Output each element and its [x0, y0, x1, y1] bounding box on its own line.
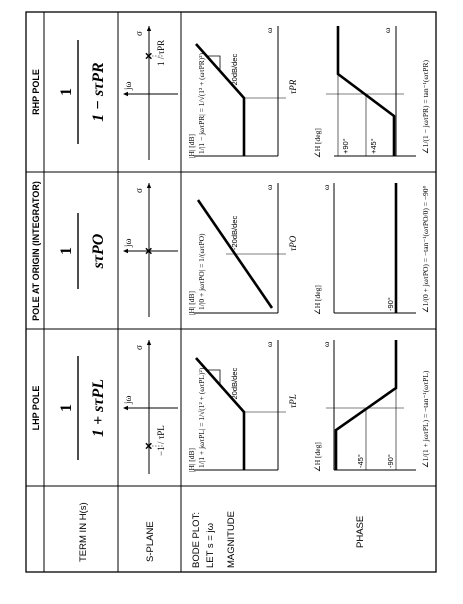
phase-tick-minus90: -90° [386, 297, 395, 311]
corner-tau-label: τPL [288, 394, 298, 408]
magnitude-plot-origin [187, 183, 298, 315]
omega-label: ω [265, 27, 274, 33]
mag-slope-label: -20dB/dec [230, 215, 239, 250]
mag-axis-label: |H| [dB] [187, 133, 196, 158]
pole-location-label: 1 / τPR [156, 39, 166, 66]
jw-arrow-icon [123, 249, 128, 253]
mag-expression: 1/|1 + jωτPL| = 1/√(1² + (ωτPL)²) [197, 367, 206, 468]
mag-slope-label: -20dB/dec [230, 53, 239, 88]
splane-origin [123, 183, 178, 317]
omega-label: ω [265, 184, 274, 190]
magnitude-plot-lhp [187, 340, 298, 472]
term-rhp-numerator: 1 [58, 88, 75, 96]
jw-label: jω [123, 395, 133, 404]
mag-slope-label: -20dB/dec [230, 367, 239, 402]
omega-label: ω [322, 341, 331, 347]
jw-arrow-icon [123, 92, 128, 96]
row-label-bode-2: LET s = jω [205, 523, 216, 568]
row-label-phase: PHASE [355, 515, 366, 548]
row-label-bode-1: BODE PLOT: [191, 512, 202, 568]
mag-axis-label: |H| [dB] [187, 447, 196, 472]
term-rhp-denominator: 1 − sτPR [90, 62, 107, 122]
term-origin-denominator: sτPO [90, 233, 107, 269]
sigma-label: σ [134, 188, 144, 193]
jw-label: jω [123, 81, 133, 90]
phase-expression: ∠1/(0 + jωτPO) = −tan⁻¹(ωτPO/0) = −90° [421, 185, 430, 313]
sigma-arrow-icon [147, 340, 151, 345]
mag-expression: 1/|1 − jωτPR| = 1/√(1² + (ωτPR)²) [197, 52, 206, 154]
phase-tick-minus90: -90° [386, 454, 395, 468]
pole-x-icon: × [141, 52, 156, 60]
phase-tick-minus45: -45° [356, 454, 365, 468]
table-border [26, 12, 436, 572]
omega-label: ω [265, 341, 274, 347]
row-label-magnitude: MAGNITUDE [226, 511, 237, 568]
column-lhp-pole [31, 340, 430, 474]
sigma-label: σ [134, 345, 144, 350]
splane-rhp [123, 26, 178, 160]
pole-x-icon: × [141, 442, 156, 450]
header-rhp-pole: RHP POLE [31, 69, 41, 115]
sigma-label: σ [134, 31, 144, 36]
term-lhp-numerator: 1 [58, 404, 75, 412]
term-origin-numerator: 1 [58, 247, 75, 255]
magnitude-plot-rhp [187, 26, 298, 158]
mag-expression: 1/|0 + jωτPO| = 1/(ωτPO) [197, 233, 206, 310]
phase-expression: ∠1/(1 + jωτPL) = −tan⁻¹(ωτPL) [421, 370, 430, 468]
splane-lhp [123, 340, 178, 474]
mag-axis-label: |H| [dB] [187, 290, 196, 315]
phase-plot-lhp [313, 340, 430, 472]
pole-location-label: −1 / τPL [156, 425, 166, 456]
omega-label: ω [383, 27, 392, 33]
phase-expression: ∠1/(1 − jωτPR) = tan⁻¹(ωτPR) [421, 60, 430, 154]
sigma-arrow-icon [147, 183, 151, 188]
column-rhp-pole [31, 26, 430, 160]
jw-arrow-icon [123, 406, 128, 410]
phase-plot-origin [313, 183, 430, 315]
phase-tick-plus90: +90° [341, 138, 350, 154]
phase-axis-label: ∠H [deg] [313, 285, 322, 315]
phase-plot-rhp [313, 26, 430, 158]
row-label-splane: S-PLANE [145, 521, 156, 562]
phase-axis-label: ∠H [deg] [313, 442, 322, 472]
jw-label: jω [123, 238, 133, 247]
term-lhp-denominator: 1 + sτPL [90, 379, 107, 437]
header-lhp-pole: LHP POLE [31, 385, 41, 431]
omega-label: ω [322, 184, 331, 190]
sigma-arrow-icon [147, 26, 151, 31]
phase-axis-label: ∠H [deg] [313, 128, 322, 158]
rotated-table [26, 12, 436, 572]
corner-tau-label: τPO [288, 235, 298, 251]
phase-tick-plus45: +45° [369, 138, 378, 154]
row-label-term: TERM IN H(s) [78, 502, 89, 562]
header-pole-at-origin: POLE AT ORIGIN (INTEGRATOR) [31, 181, 41, 321]
pole-x-icon: × [141, 247, 156, 255]
column-pole-at-origin [31, 181, 430, 321]
corner-tau-label: τPR [288, 79, 298, 94]
